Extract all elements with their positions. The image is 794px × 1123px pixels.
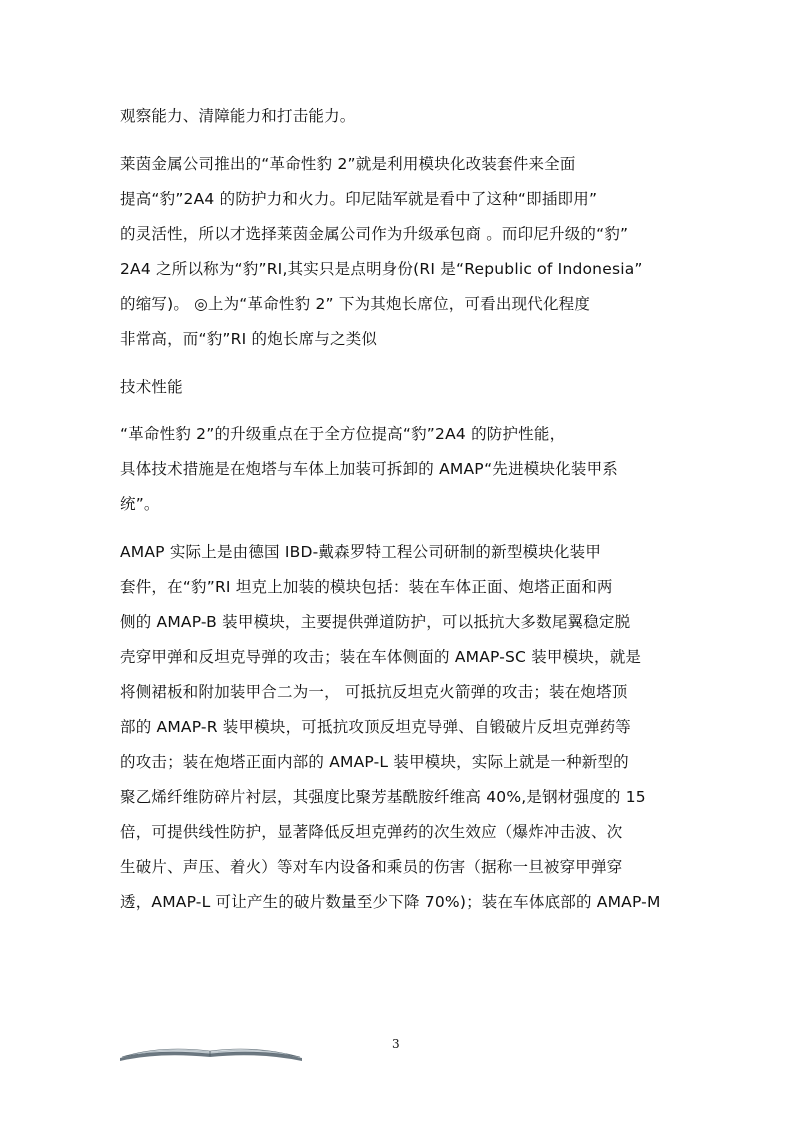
text-line: 壳穿甲弹和反坦克导弹的攻击；装在车体侧面的 AMAP-SC 装甲模块，就是 xyxy=(120,648,642,666)
text-line: 侧的 AMAP-B 装甲模块，主要提供弹道防护，可以抵抗大多数尾翼稳定脱 xyxy=(120,613,631,631)
text-line: 观察能力、清障能力和打击能力。 xyxy=(120,107,356,125)
text-line: 将侧裙板和附加装甲合二为一， 可抵抗反坦克火箭弹的攻击；装在炮塔顶 xyxy=(120,683,628,701)
text-line: 透，AMAP-L 可让产生的破片数量至少下降 70%)；装在车体底部的 AMAP-M xyxy=(120,893,661,911)
text-line: 套件，在“豹”RI 坦克上加装的模块包括：装在车体正面、炮塔正面和两 xyxy=(120,578,613,596)
text-line: 的缩写)。 ◎上为“革命性豹 2” 下为其炮长席位，可看出现代化程度 xyxy=(120,295,591,313)
text-line: 部的 AMAP-R 装甲模块，可抵抗攻顶反坦克导弹、自锻破片反坦克弹药等 xyxy=(120,718,632,736)
text-line: AMAP 实际上是由德国 IBD-戴森罗特工程公司研制的新型模块化装甲 xyxy=(120,543,602,561)
text-line: 莱茵金属公司推出的“革命性豹 2”就是利用模块化改装套件来全面 xyxy=(120,155,576,173)
text-line: 生破片、声压、着火）等对车内设备和乘员的伤害（据称一旦被穿甲弹穿 xyxy=(120,858,623,876)
section-heading: 技术性能 xyxy=(120,378,183,396)
text-line: 非常高，而“豹”RI 的炮长席与之类似 xyxy=(120,330,378,348)
text-line: 统”。 xyxy=(120,495,160,513)
text-line: “革命性豹 2”的升级重点在于全方位提高“豹”2A4 的防护性能， xyxy=(120,425,566,443)
text-line: 具体技术措施是在炮塔与车体上加装可拆卸的 AMAP“先进模块化装甲系 xyxy=(120,460,618,478)
text-line: 的灵活性，所以才选择莱茵金属公司作为升级承包商 。而印尼升级的“豹” xyxy=(120,225,629,243)
text-line: 的攻击；装在炮塔正面内部的 AMAP-L 装甲模块，实际上就是一种新型的 xyxy=(120,753,629,771)
text-line: 聚乙烯纤维防碎片衬层，其强度比聚芳基酰胺纤维高 40%,是钢材强度的 15 xyxy=(120,788,646,806)
page-number: 3 xyxy=(392,1037,400,1051)
text-line: 2A4 之所以称为“豹”RI,其实只是点明身份(RI 是“Republic of Indonesia” xyxy=(120,260,643,278)
text-line: 提高“豹”2A4 的防护力和火力。印尼陆军就是看中了这种“即插即用” xyxy=(120,190,598,208)
open-book-icon xyxy=(118,1040,304,1062)
text-line: 倍，可提供线性防护，显著降低反坦克弹药的次生效应（爆炸冲击波、次 xyxy=(120,823,623,841)
